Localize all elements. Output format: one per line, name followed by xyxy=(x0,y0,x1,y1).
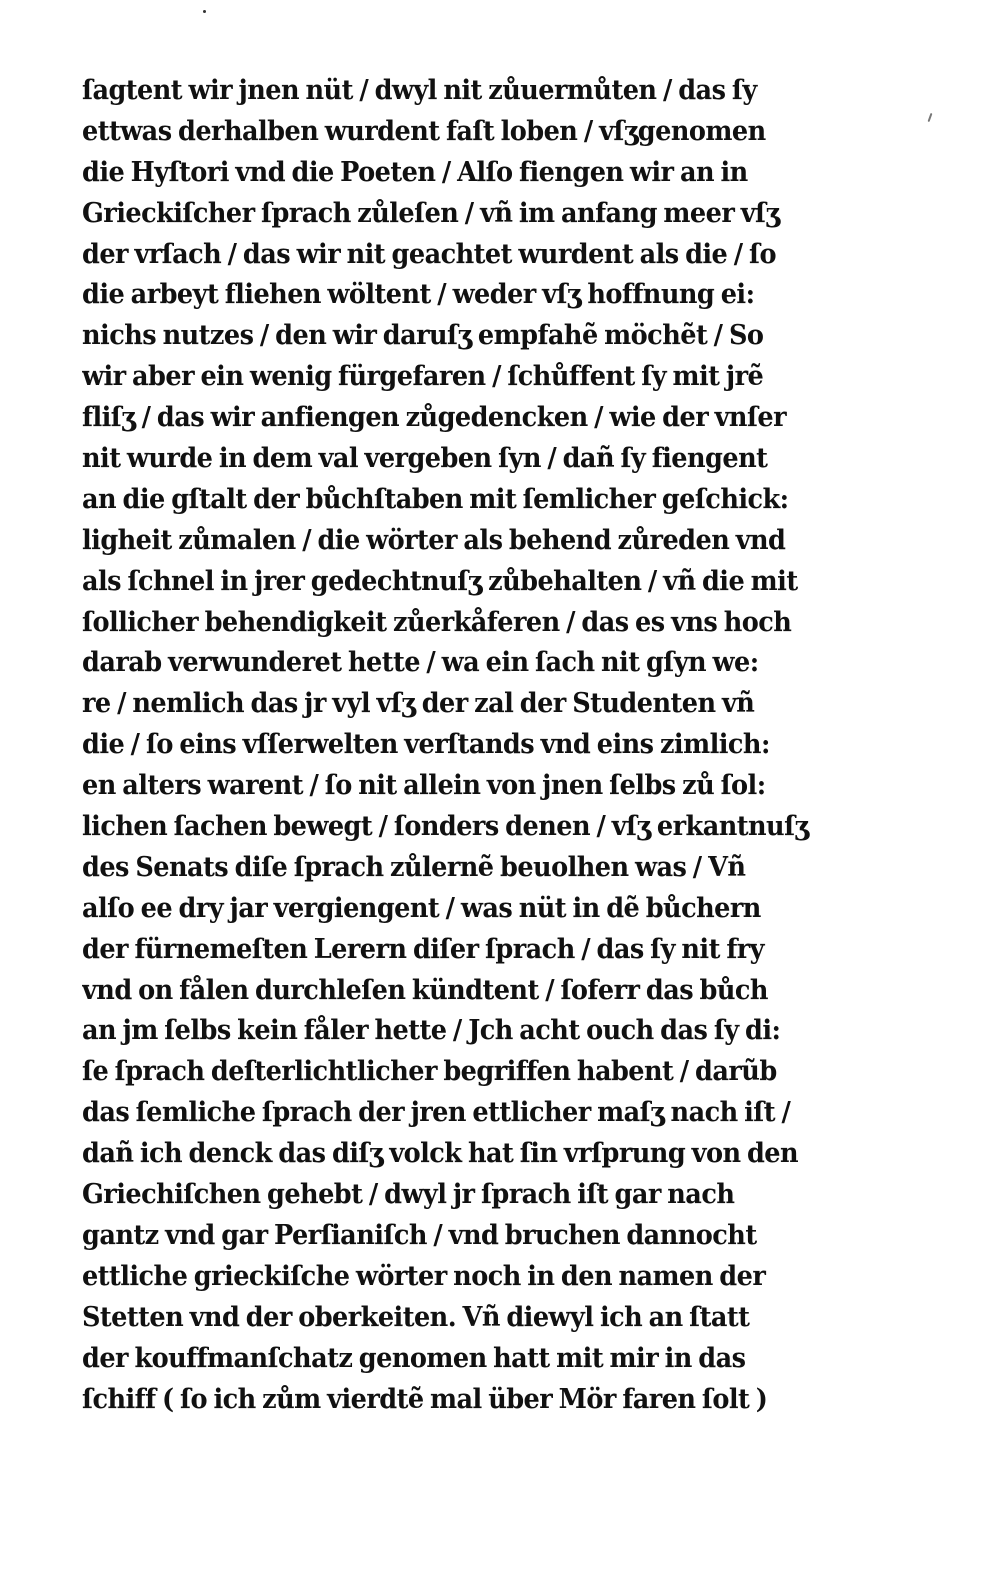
text-line: nichs nutzes / den wir daruſʒ empfahẽ möchẽt / So xyxy=(82,319,764,352)
ink-speck xyxy=(203,10,206,13)
text-line: dañ ich denck das diſʒ volck hat ſin vrſprung von den xyxy=(82,1137,799,1170)
text-line: re / nemlich das jr vyl vſʒ der zal der Studenten vñ xyxy=(82,687,755,720)
text-line: an jm ſelbs kein fåler hette / Jch acht ouch das ſy di: xyxy=(82,1014,781,1047)
text-line: nit wurde in dem val vergeben ſyn / dañ ſy fiengent xyxy=(82,442,768,475)
text-line: vnd on fålen durchleſen kündtent / ſoferr das bůch xyxy=(82,973,768,1006)
text-line: als ſchnel in jrer gedechtnuſʒ zůbehalten / vñ die mit xyxy=(82,564,798,597)
text-line: ettwas derhalben wurdent faſt loben / vſʒgenomen xyxy=(82,114,766,147)
text-line: an die gſtalt der bůchſtaben mit ſemlicher geſchick: xyxy=(82,482,789,515)
text-line: ſe ſprach deſterlichtlicher begriffen habent / darũb xyxy=(82,1055,777,1088)
text-line: die / ſo eins vſſerwelten verſtands vnd eins zimlich: xyxy=(82,728,770,761)
text-line: der fürnemeſten Lerern diſer ſprach / das ſy nit fry xyxy=(82,932,764,965)
text-line: der kouffmanſchatz genomen hatt mit mir in das xyxy=(82,1341,746,1374)
body-text xyxy=(82,70,867,1419)
text-line: ettliche grieckiſche wörter noch in den namen der xyxy=(82,1259,766,1292)
text-line: en alters warent / ſo nit allein von jnen ſelbs zů ſol: xyxy=(82,769,766,802)
text-line: Stetten vnd der oberkeiten. Vñ diewyl ich an ſtatt xyxy=(82,1300,750,1333)
text-line: ligheit zůmalen / die wörter als behend zůreden vnd xyxy=(82,523,786,556)
ink-speck xyxy=(928,113,933,122)
text-line: des Senats diſe ſprach zůlernẽ beuolhen was / Vñ xyxy=(82,850,746,883)
text-line: ſchiff ( ſo ich zům vierdtẽ mal über Mör faren ſolt ) xyxy=(82,1382,768,1415)
text-line: alſo ee dry jar vergiengent / was nüt in dẽ bůchern xyxy=(82,891,761,924)
text-line: die arbeyt fliehen wöltent / weder vſʒ hoffnung ei: xyxy=(82,278,755,311)
text-line: gantz vnd gar Perſianiſch / vnd bruchen dannocht xyxy=(82,1218,757,1251)
text-line: Griechiſchen gehebt / dwyl jr ſprach iſt gar nach xyxy=(82,1178,735,1211)
text-line: wir aber ein wenig fürgefaren / ſchůffent ſy mit jrẽ xyxy=(82,360,764,393)
text-line: ſollicher behendigkeit zůerkåferen / das es vns hoch xyxy=(82,605,792,638)
text-line: ſagtent wir jnen nüt / dwyl nit zůuermůten / das ſy xyxy=(82,74,757,106)
text-line: fliſʒ / das wir anfiengen zůgedencken / wie der vnſer xyxy=(82,401,787,434)
text-line: das ſemliche ſprach der jren ettlicher maſʒ nach iſt / xyxy=(82,1096,791,1129)
text-line: die Hyſtori vnd die Poeten / Alſo fiengen wir an in xyxy=(82,155,748,188)
text-line: Grieckiſcher ſprach zůleſen / vñ im anfang meer vſʒ xyxy=(82,196,780,229)
text-line: darab verwunderet hette / wa ein ſach nit gſyn we: xyxy=(82,646,759,679)
text-line: der vrſach / das wir nit geachtet wurdent als die / ſo xyxy=(82,237,776,270)
text-line: lichen ſachen bewegt / ſonders denen / vſʒ erkantnuſʒ xyxy=(82,810,809,843)
